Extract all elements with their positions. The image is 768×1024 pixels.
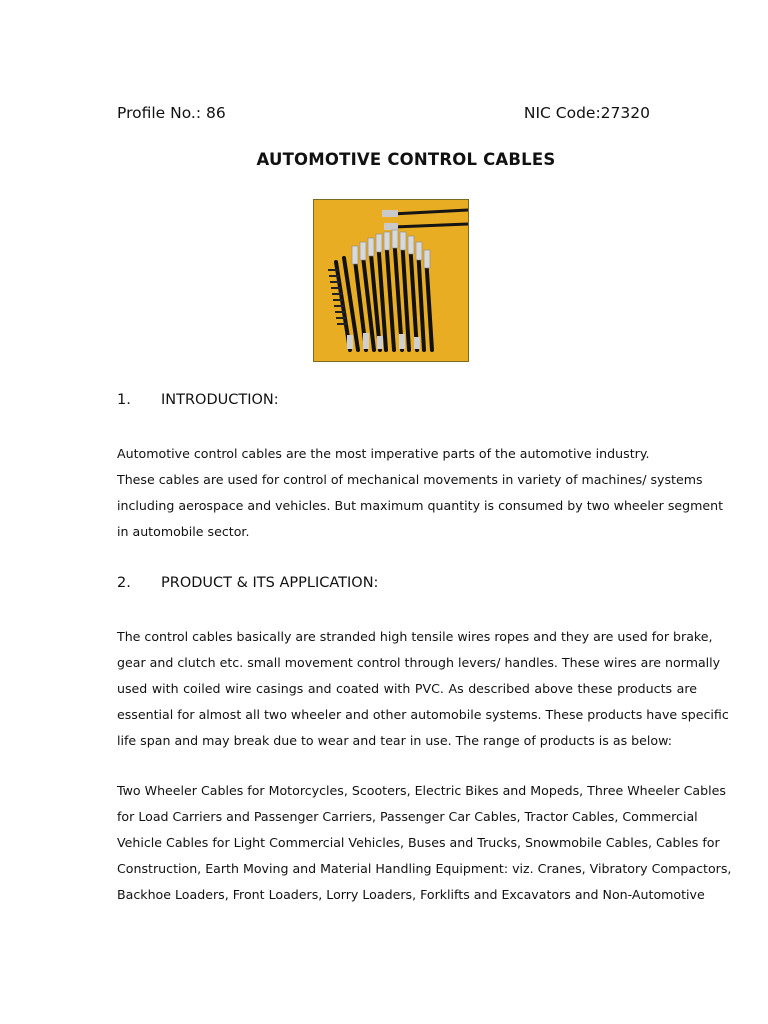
control-cables-photo <box>313 199 469 362</box>
nic-code: NIC Code:27320 <box>523 104 650 122</box>
paragraph-line: including aerospace and vehicles. But maximum quantity is consumed by two wheeler segment <box>117 498 724 513</box>
paragraph-line: Construction, Earth Moving and Material Handling Equipment: viz. Cranes, Vibratory Compactors, <box>117 861 732 876</box>
paragraph-line: used with coiled wire casings and coated with PVC. As described above these products are <box>117 681 697 696</box>
profile-header <box>117 104 650 126</box>
paragraph-line: The control cables basically are stranded high tensile wires ropes and they are used for brake, <box>117 629 713 644</box>
section-number: 2. <box>117 575 131 591</box>
paragraph-line: life span and may break due to wear and tear in use. The range of products is as below: <box>117 733 672 748</box>
section-number: 1. <box>117 392 131 408</box>
section-title: PRODUCT & ITS APPLICATION: <box>161 575 379 591</box>
paragraph-line: Backhoe Loaders, Front Loaders, Lorry Loaders, Forklifts and Excavators and Non-Automotive <box>117 887 705 902</box>
product-paragraph <box>117 624 729 754</box>
document-title: AUTOMOTIVE CONTROL CABLES <box>256 150 556 169</box>
paragraph-line: Automotive control cables are the most imperative parts of the automotive industry. <box>117 446 650 461</box>
paragraph-line: essential for almost all two wheeler and other automobile systems. These products have specific <box>117 707 729 722</box>
paragraph-line: in automobile sector. <box>117 524 250 539</box>
paragraph-line: Two Wheeler Cables for Motorcycles, Scooters, Electric Bikes and Mopeds, Three Wheeler Cables <box>117 783 726 798</box>
paragraph-line: These cables are used for control of mechanical movements in variety of machines/ systems <box>117 472 703 487</box>
product-range-paragraph <box>117 778 732 908</box>
profile-number: Profile No.: 86 <box>117 104 226 122</box>
section-title: INTRODUCTION: <box>161 392 279 408</box>
paragraph-line: gear and clutch etc. small movement control through levers/ handles. These wires are normally <box>117 655 721 670</box>
introduction-paragraph <box>117 441 724 545</box>
paragraph-line: for Load Carriers and Passenger Carriers, Passenger Car Cables, Tractor Cables, Commercial <box>117 809 698 824</box>
paragraph-line: Vehicle Cables for Light Commercial Vehicles, Buses and Trucks, Snowmobile Cables, Cables for <box>117 835 720 850</box>
